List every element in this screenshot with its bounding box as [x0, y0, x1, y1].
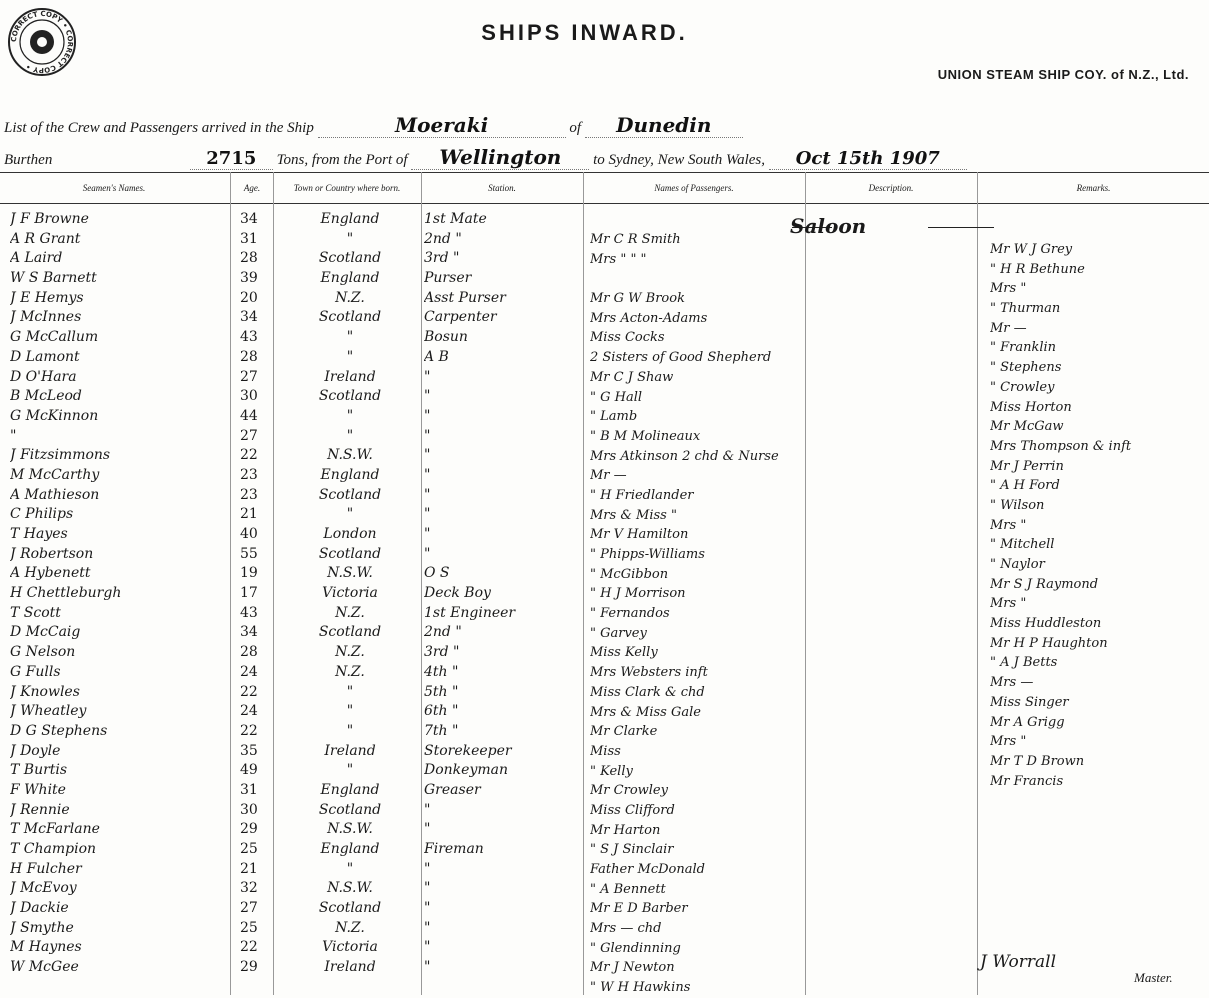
crew-birthplace: N.S.W.	[327, 447, 373, 464]
passenger-entry: Miss	[590, 743, 621, 759]
crew-name: T Scott	[10, 604, 61, 621]
crew-birthplace: N.S.W.	[327, 821, 373, 838]
crew-birthplace: Scotland	[318, 624, 382, 641]
crew-name: G Nelson	[10, 644, 76, 661]
crew-birthplace: Scotland	[318, 801, 382, 818]
passenger-entry: Mrs — chd	[590, 921, 662, 937]
crew-row	[0, 604, 580, 624]
header-station: Station.	[488, 183, 516, 193]
crew-station: Bosun	[424, 329, 468, 346]
crew-station: "	[424, 880, 431, 897]
crew-station: 5th "	[424, 683, 459, 700]
crew-age: 22	[240, 939, 258, 956]
crew-birthplace: "	[346, 427, 354, 444]
crew-age: 27	[240, 427, 258, 444]
crew-station: 3rd "	[424, 644, 460, 661]
crew-station: O S	[424, 565, 450, 582]
crew-station: Donkeyman	[424, 762, 508, 779]
crew-row	[0, 564, 580, 584]
crew-age: 23	[240, 466, 258, 483]
burthen-label: Burthen	[4, 152, 53, 168]
header-remarks: Remarks.	[1076, 183, 1111, 193]
crew-name: T McFarlane	[10, 821, 100, 838]
passenger-entry: Mr C J Shaw	[590, 369, 674, 385]
crew-age: 43	[240, 604, 258, 621]
passenger-entry: Mr Harton	[590, 822, 661, 838]
crew-age: 27	[240, 900, 258, 917]
remarks-entry: Miss Singer	[990, 694, 1069, 710]
crew-row	[0, 761, 580, 781]
crew-name: G Fulls	[10, 663, 61, 680]
passenger-entry: " Garvey	[590, 625, 647, 641]
crew-station: "	[424, 486, 431, 503]
crew-birthplace: "	[346, 703, 354, 720]
crew-birthplace: "	[346, 722, 354, 739]
crew-age: 31	[240, 230, 258, 247]
remarks-entry: " H R Bethune	[990, 261, 1085, 277]
crew-name: A R Grant	[10, 230, 81, 247]
crew-age: 27	[240, 368, 258, 385]
passenger-entry: Miss Clifford	[590, 802, 675, 818]
crew-name: T Burtis	[10, 762, 68, 779]
crew-list	[0, 210, 580, 978]
crew-station: 2nd "	[424, 624, 462, 641]
crew-station: Purser	[424, 270, 472, 287]
remarks-entry: Mrs Thompson & inft	[990, 438, 1132, 454]
crew-station: "	[424, 407, 431, 424]
crew-age: 19	[240, 565, 258, 582]
crew-age: 55	[240, 545, 258, 562]
crew-row	[0, 308, 580, 328]
passenger-entry: Mrs Websters inft	[590, 665, 708, 681]
ship-name: Moeraki	[318, 113, 566, 138]
crew-station: "	[424, 545, 431, 562]
crew-name: A Hybenett	[10, 565, 91, 582]
remarks-entry: " Naylor	[990, 557, 1045, 572]
crew-age: 39	[240, 270, 258, 287]
crew-station: Asst Purser	[424, 289, 506, 306]
crew-station: "	[424, 919, 431, 936]
crew-age: 34	[240, 211, 258, 227]
crew-row	[0, 466, 580, 486]
crew-row	[0, 328, 580, 348]
remarks-entry: Mr —	[990, 320, 1027, 336]
crew-row	[0, 525, 580, 545]
remarks-entry: Mrs —	[990, 675, 1034, 691]
crew-station: "	[424, 506, 431, 523]
remarks-entry: " Stephens	[990, 360, 1062, 376]
crew-station: "	[424, 959, 431, 976]
crew-age: 49	[240, 762, 258, 779]
crew-station: Greaser	[424, 781, 481, 798]
crew-row	[0, 545, 580, 565]
crew-birthplace: England	[320, 211, 380, 227]
crew-row	[0, 584, 580, 604]
crew-row	[0, 919, 580, 939]
intro-line-2	[4, 145, 967, 170]
crew-age: 29	[240, 821, 258, 838]
crew-row	[0, 407, 580, 427]
crew-row	[0, 879, 580, 899]
crew-row	[0, 348, 580, 368]
remarks-entry: Mrs "	[990, 517, 1027, 533]
passenger-entry: Mr V Hamilton	[590, 527, 689, 543]
crew-age: 17	[240, 585, 258, 602]
crew-station: "	[424, 821, 431, 838]
crew-station: 1st Engineer	[424, 604, 516, 621]
crew-age: 28	[240, 644, 258, 661]
passenger-entry: Mr Crowley	[590, 783, 668, 799]
crew-name: J McEvoy	[10, 880, 77, 897]
crew-name: H Chettleburgh	[10, 585, 122, 602]
crew-birthplace: Victoria	[322, 939, 378, 956]
crew-birthplace: N.Z.	[335, 919, 365, 936]
crew-age: 34	[240, 624, 258, 641]
crew-station: "	[424, 526, 431, 542]
page-title: SHIPS INWARD.	[481, 20, 688, 45]
crew-birthplace: N.Z.	[335, 663, 365, 680]
crew-age: 22	[240, 722, 258, 739]
crew-station: "	[424, 466, 431, 483]
remarks-entry: Mr McGaw	[990, 419, 1064, 435]
crew-name: J Robertson	[10, 545, 94, 562]
column-divider	[583, 172, 584, 995]
passenger-entry: " Phipps-Williams	[590, 547, 705, 562]
crew-birthplace: "	[346, 860, 354, 877]
crew-birthplace: N.Z.	[335, 289, 365, 306]
crew-age: 44	[240, 407, 258, 424]
list-label: List of the Crew and Passengers arrived in the Ship	[4, 120, 314, 136]
crew-station: "	[424, 801, 431, 818]
passenger-entry: " Kelly	[590, 763, 633, 779]
crew-birthplace: Scotland	[318, 309, 382, 326]
crew-birthplace: Scotland	[318, 900, 382, 917]
crew-row	[0, 643, 580, 663]
crew-station: A B	[424, 348, 449, 365]
to-label: to Sydney, New South Wales,	[593, 152, 766, 168]
crew-station: "	[424, 939, 431, 956]
crew-row	[0, 722, 580, 742]
crew-age: 20	[240, 289, 258, 306]
crew-age: 22	[240, 447, 258, 464]
crew-age: 40	[240, 526, 258, 542]
passenger-entry: Mrs Atkinson 2 chd & Nurse	[590, 448, 779, 464]
header-seamen: Seamen's Names.	[82, 183, 146, 193]
passenger-entry: Mr G W Brook	[590, 291, 685, 307]
crew-row	[0, 505, 580, 525]
master-label: Master.	[1134, 970, 1173, 985]
passenger-entry: Mrs " " "	[590, 251, 647, 267]
crew-row	[0, 387, 580, 407]
crew-row	[0, 486, 580, 506]
crew-row	[0, 663, 580, 683]
remarks-entry: " Wilson	[990, 497, 1045, 513]
passenger-entry: " H Friedlander	[590, 487, 694, 503]
crew-birthplace: Ireland	[324, 368, 376, 385]
crew-name: J McInnes	[10, 309, 82, 326]
remarks-entry: Miss Huddleston	[990, 616, 1102, 632]
crew-name: J F Browne	[10, 211, 89, 227]
crew-age: 25	[240, 841, 258, 857]
tons-value: 2715	[190, 148, 273, 170]
crew-row	[0, 446, 580, 466]
remarks-entry: " A H Ford	[990, 478, 1060, 494]
crew-station: Carpenter	[424, 309, 497, 326]
crew-age: 31	[240, 781, 258, 798]
remarks-entry: Mr S J Raymond	[990, 576, 1099, 592]
remarks-entry: " Crowley	[990, 379, 1055, 395]
crew-birthplace: N.S.W.	[327, 565, 373, 582]
crew-name: M McCarthy	[10, 466, 100, 483]
remarks-entry: " Franklin	[990, 340, 1057, 356]
crew-birthplace: London	[323, 526, 377, 542]
crew-row	[0, 289, 580, 309]
crew-row	[0, 230, 580, 250]
passenger-entry: Miss Cocks	[590, 330, 665, 346]
passenger-entry: Mr Clarke	[590, 724, 658, 740]
crew-birthplace: N.Z.	[335, 604, 365, 621]
crew-birthplace: England	[320, 781, 380, 798]
header-age: Age.	[243, 183, 261, 193]
remarks-entry: Mrs "	[990, 596, 1027, 612]
crew-birthplace: Scotland	[318, 545, 382, 562]
column-header-row	[0, 172, 1209, 204]
crew-station: 1st Mate	[424, 211, 487, 227]
crew-age: 30	[240, 801, 258, 818]
passenger-entry: " Fernandos	[590, 606, 670, 622]
crew-row	[0, 210, 580, 230]
passenger-entry	[590, 269, 810, 289]
crew-age: 32	[240, 880, 258, 897]
crew-birthplace: "	[346, 348, 354, 365]
header-passengers: Names of Passengers.	[654, 183, 734, 193]
crew-birthplace: "	[346, 683, 354, 700]
crew-station: 3rd "	[424, 250, 460, 267]
crew-birthplace: Scotland	[318, 486, 382, 503]
passenger-entry: " H J Morrison	[590, 586, 686, 602]
remarks-entry: " Mitchell	[990, 537, 1055, 553]
crew-station: "	[424, 427, 431, 444]
crew-age: 30	[240, 388, 258, 405]
remarks-entry: Miss Horton	[990, 399, 1072, 415]
crew-station: "	[424, 388, 431, 405]
passenger-entry: 2 Sisters of Good Shepherd	[590, 350, 772, 366]
passenger-entry: Miss Kelly	[590, 645, 658, 661]
crew-name: C Philips	[10, 506, 74, 523]
crew-name: D McCaig	[10, 624, 81, 641]
crew-name: G McKinnon	[10, 407, 99, 424]
crew-station: Fireman	[424, 841, 484, 857]
passenger-entry: Miss Clark & chd	[590, 684, 705, 700]
remarks-entry: Mrs "	[990, 281, 1027, 297]
crew-station: 4th "	[424, 663, 459, 680]
crew-birthplace: "	[346, 762, 354, 779]
crew-name: J Smythe	[10, 919, 74, 936]
crew-row	[0, 269, 580, 289]
passenger-entry: Mr —	[590, 468, 627, 484]
tons-from-label: Tons, from the Port of	[276, 152, 408, 168]
crew-birthplace: "	[346, 329, 354, 346]
remarks-entry: " A J Betts	[990, 655, 1058, 671]
crew-age: 21	[240, 860, 258, 877]
crew-name: A Laird	[10, 250, 63, 267]
crew-age: 29	[240, 959, 258, 976]
crew-station: 2nd "	[424, 230, 462, 247]
crew-row	[0, 683, 580, 703]
crew-age: 28	[240, 348, 258, 365]
svg-text:CORRECT COPY • CORRECT COPY •: CORRECT COPY • CORRECT COPY •	[9, 9, 75, 75]
crew-row	[0, 801, 580, 821]
passenger-entry: " G Hall	[590, 389, 643, 405]
passenger-entry: " B M Molineaux	[590, 428, 701, 444]
crew-birthplace: England	[320, 466, 380, 483]
crew-name: B McLeod	[10, 388, 82, 405]
crew-birthplace: England	[320, 270, 380, 287]
crew-age: 25	[240, 919, 258, 936]
crew-name: H Fulcher	[10, 860, 82, 877]
header-born: Town or Country where born.	[293, 183, 401, 193]
passenger-entry: Father McDonald	[590, 862, 705, 877]
remarks-entry: Mr W J Grey	[990, 242, 1073, 257]
crew-birthplace: "	[346, 230, 354, 247]
crew-name: T Hayes	[10, 526, 68, 542]
intro-line-1	[4, 113, 743, 138]
crew-birthplace: Ireland	[324, 959, 376, 976]
passenger-entry: Mrs Acton-Adams	[590, 310, 708, 326]
crew-name: J Rennie	[10, 801, 70, 818]
crew-birthplace: Victoria	[322, 585, 378, 602]
crew-age: 35	[240, 742, 258, 759]
remarks-entry: Mr T D Brown	[990, 753, 1085, 769]
crew-station: "	[424, 860, 431, 877]
remarks-entry: Mrs "	[990, 734, 1027, 750]
saloon-label: Saloon	[790, 214, 867, 238]
passenger-entry: Mr C R Smith	[590, 232, 681, 247]
crew-row	[0, 702, 580, 722]
passenger-list	[590, 230, 810, 998]
crew-name: A Mathieson	[10, 486, 100, 503]
crew-row	[0, 249, 580, 269]
company-name: UNION STEAM SHIP COY. of N.Z., Ltd.	[937, 67, 1189, 82]
crew-birthplace: Ireland	[324, 742, 376, 759]
crew-station: "	[424, 368, 431, 385]
crew-station: "	[424, 900, 431, 917]
crew-row	[0, 938, 580, 958]
passenger-entry: Mrs & Miss Gale	[590, 704, 701, 720]
crew-birthplace: Scotland	[318, 250, 382, 267]
header-description: Description.	[868, 183, 914, 193]
crew-birthplace: "	[346, 506, 354, 523]
passenger-entry: Mr J Newton	[590, 960, 675, 976]
remarks-entry: Mr A Grigg	[990, 714, 1065, 730]
crew-age: 43	[240, 329, 258, 346]
crew-name: D O'Hara	[10, 368, 77, 385]
crew-name: J Dackie	[10, 900, 69, 917]
crew-birthplace: N.S.W.	[327, 880, 373, 897]
crew-birthplace: N.Z.	[335, 644, 365, 661]
column-divider	[977, 172, 978, 995]
crew-row	[0, 623, 580, 643]
remarks-entry: Mr Francis	[990, 773, 1064, 789]
crew-age: 22	[240, 683, 258, 700]
arrival-date: Oct 15th 1907	[769, 148, 967, 170]
from-port: Wellington	[411, 145, 589, 170]
crew-name: D G Stephens	[10, 722, 108, 739]
crew-age: 28	[240, 250, 258, 267]
crew-row	[0, 781, 580, 801]
crew-row	[0, 958, 580, 978]
crew-birthplace: Scotland	[318, 388, 382, 405]
crew-name: J Doyle	[10, 742, 61, 759]
crew-station: 7th "	[424, 722, 459, 739]
crew-name: F White	[10, 781, 66, 798]
passenger-entry: Mrs & Miss "	[590, 507, 677, 523]
of-label: of	[569, 120, 582, 136]
crew-name: J Knowles	[10, 683, 80, 700]
port-of-registry: Dunedin	[585, 113, 743, 138]
crew-birthplace: "	[346, 407, 354, 424]
crew-name: W S Barnett	[10, 270, 97, 287]
crew-age: 24	[240, 663, 258, 680]
passenger-entry: " McGibbon	[590, 566, 669, 582]
saloon-dash-right	[928, 227, 994, 228]
crew-name: M Haynes	[10, 939, 82, 956]
crew-row	[0, 742, 580, 762]
crew-station: "	[424, 447, 431, 464]
passenger-entry: " Glendinning	[590, 940, 681, 956]
passenger-entry: Mr E D Barber	[590, 901, 688, 917]
remarks-list	[990, 240, 1205, 791]
crew-name: J Fitzsimmons	[10, 447, 111, 464]
crew-name: D Lamont	[10, 348, 80, 365]
crew-row	[0, 427, 580, 447]
crew-name: J E Hemys	[10, 289, 84, 306]
crew-name: "	[10, 427, 17, 444]
crew-age: 24	[240, 703, 258, 720]
crew-name: T Champion	[10, 841, 97, 857]
crew-age: 34	[240, 309, 258, 326]
crew-row	[0, 840, 580, 860]
passenger-entry: " A Bennett	[590, 881, 666, 897]
crew-name: J Wheatley	[10, 703, 87, 720]
passenger-entry: " Lamb	[590, 409, 638, 425]
master-signature: J Worrall	[980, 952, 1057, 972]
crew-station: 6th "	[424, 703, 459, 720]
crew-age: 23	[240, 486, 258, 503]
remarks-entry: Mr J Perrin	[990, 458, 1064, 474]
crew-row	[0, 368, 580, 388]
crew-station: Deck Boy	[424, 585, 491, 602]
remarks-entry: Mr H P Haughton	[990, 635, 1108, 651]
crew-name: W McGee	[10, 959, 79, 976]
crew-age: 21	[240, 506, 258, 523]
passenger-entry: " W H Hawkins	[590, 980, 691, 996]
crew-name: G McCallum	[10, 329, 99, 346]
crew-row	[0, 860, 580, 880]
crew-row	[0, 820, 580, 840]
crew-station: Storekeeper	[424, 742, 512, 759]
passenger-entry: " S J Sinclair	[590, 842, 674, 858]
remarks-entry: " Thurman	[990, 301, 1061, 317]
crew-birthplace: England	[320, 841, 380, 857]
crew-row	[0, 899, 580, 919]
